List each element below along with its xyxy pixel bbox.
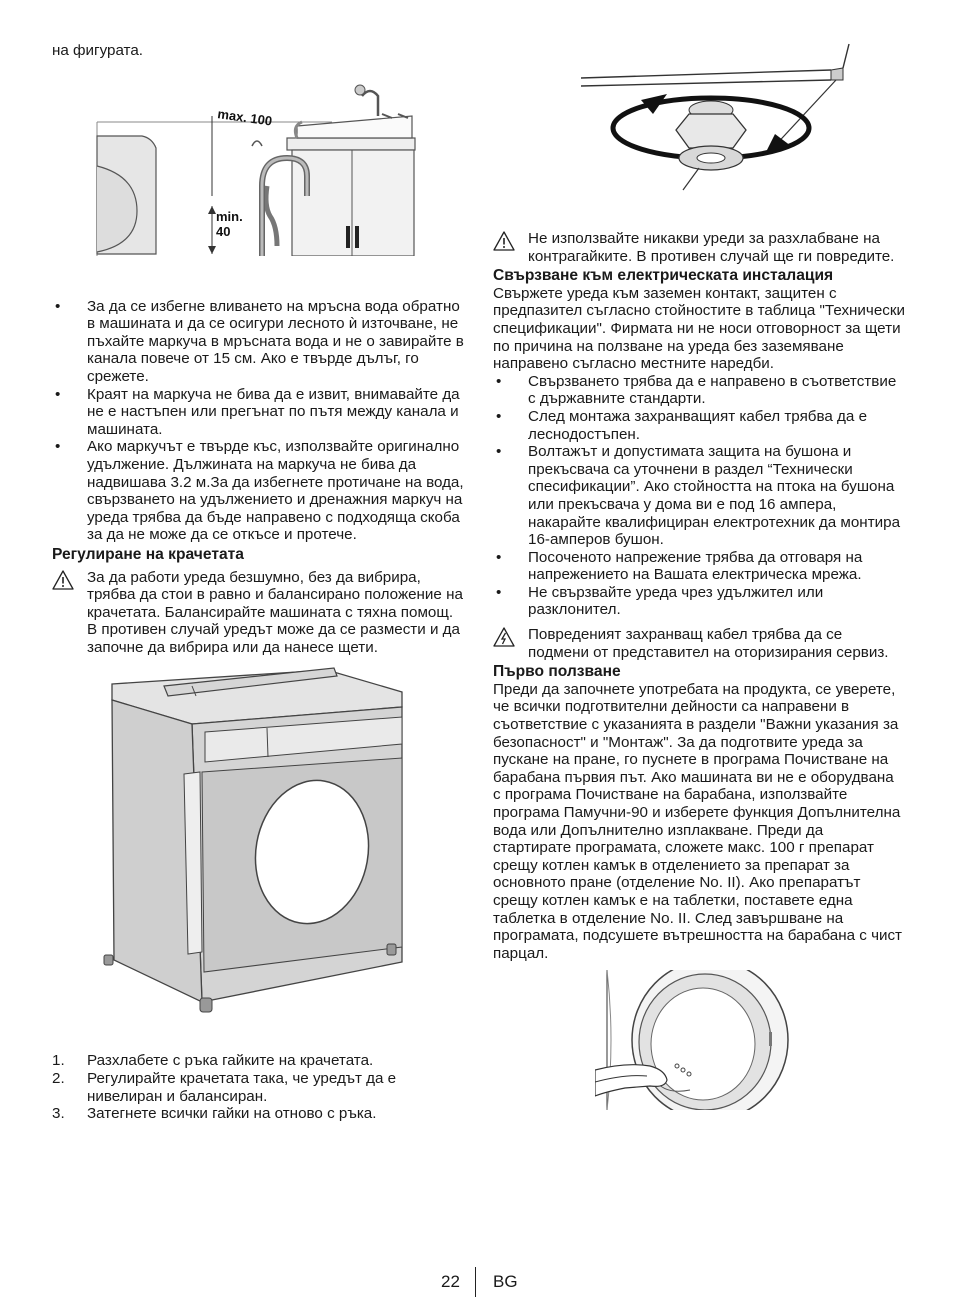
list-item: • За да се избегне вливането на мръсна вода обратно в машината и да се осигури лесното ѝ източване, не пъхайте маркуча в мръсната вода и не о завирайте в канала повече от 15 см. Ако е твърде дълъг, го срежете. xyxy=(52,298,466,386)
list-item: • Посоченото напрежение трябва да отговаря на напрежението на Вашата електрическа мрежа. xyxy=(493,549,905,584)
list-item xyxy=(52,1070,466,1105)
feet-steps xyxy=(52,1052,466,1122)
electric-hazard-icon xyxy=(493,627,515,647)
first-use-text: Преди да започнете употребата на продукта, се уверете, че всички подготвителни дейности са направени в съответствие с указанията в раздели "Важни указания за безопасност" и "Монтаж". За да подготвите уреда за пускане на пране, го пуснете в програма Почистване на барабана първия път. Ако машината ви не е оборудвана с програма Почистване на барабана, използвайте програма Памучни-90 и изберете функция Допълнителна вода или Допълнително изплакване. Преди да стартирате програмата, сложете макс. 100 г препарат срещу котлен камък в отделението за препарат за основното пране (отделение No. II). Ако препаратът срещу котлен камък е на таблетки, поставете една таблетка в отделение No. II. След завършване на програмата, подсушете вътрешността на барабана с чист парцал. xyxy=(493,680,903,962)
step-text: Регулирайте крачетата така, че уредът да е нивелиран и балансиран. xyxy=(87,1070,397,1105)
language-code: BG xyxy=(493,1272,518,1291)
tools-warning-text: Не използвайте никакви уреди за разхлабване на контрагайките. В противен случай ще ги повредите. xyxy=(528,230,895,265)
electrical-heading: Свързване към електрическата инсталация xyxy=(493,267,834,285)
tools-warning xyxy=(493,230,905,265)
list-item xyxy=(52,1105,466,1123)
step-text: Разхлабете с ръка гайките на крачетата. xyxy=(87,1052,374,1070)
feet-warning xyxy=(52,569,466,657)
first-use-heading: Първо ползване xyxy=(493,663,621,681)
drain-hose-figure xyxy=(52,66,466,256)
washing-machine-figure xyxy=(102,662,452,1040)
min-label: min. xyxy=(216,208,243,224)
drum-cleaning-figure xyxy=(595,970,795,1110)
cable-warning-text: Повреденият захранващ кабел трябва да се подмени от представител на оторизирания сервиз. xyxy=(528,626,889,661)
list-item: • Ако маркучът е твърде къс, използвайте оригинално удължение. Дължината на маркуча не бива да надвишава 3.2 м.За да избегнете протичане на вода, свързването на удължението и дренажния маркуч на уреда трябва да бъде направено с подходяща скоба за да не може да се откъсе и протече. xyxy=(52,438,466,544)
electrical-text: Свържете уреда към заземен контакт, защитен с предпазител съгласно стойностите в таблица "Технически спецификации". Фирмата ни не носи отговорност за щети по причина на ползване на уреда без заземяване направено съгласно местните наредби. xyxy=(493,284,905,373)
step-number: 2. xyxy=(52,1070,65,1088)
max-label: max. 100 xyxy=(216,105,274,129)
list-item: • Свързването трябва да е направено в съответствие с държавните стандарти. xyxy=(493,373,905,408)
feet-warning-text: За да работи уреда безшумно, без да вибрира, трябва да стои в равно и балансирано положение на крачетата. Балансирайте машината с тяхна помощ. В противен случай уредът може да се размести и да започне да вибрира или да нанесе щети. xyxy=(87,568,463,656)
drain-bullets xyxy=(52,298,466,544)
cable-warning xyxy=(493,626,905,661)
step-number: 1. xyxy=(52,1052,65,1070)
warning-icon xyxy=(52,570,74,590)
list-item: • След монтажа захранващият кабел трябва да е леснодостъпен. xyxy=(493,408,905,443)
list-item: • Волтажът и допустимата защита на бушона и прекъсвача са уточнени в раздел “Технически спесификации”. Ако стойността на птока на бушона или прекъсвача у дома ви е под 16 ампера, накарайте квалифициран електротехник да монтира 16-амперов бушон. xyxy=(493,443,905,549)
counter-nut-figure xyxy=(581,40,911,230)
list-item: • Не свързвайте уреда чрез удължител или разклонител. xyxy=(493,584,905,619)
feet-heading: Регулиране на крачетата xyxy=(52,545,244,563)
electrical-bullets xyxy=(493,373,905,619)
right-column xyxy=(493,0,905,1110)
step-text: Затегнете всички гайки на отново с ръка. xyxy=(87,1105,377,1123)
list-item xyxy=(52,1052,466,1070)
footer-divider xyxy=(475,1267,476,1297)
intro-text: на фигурата. xyxy=(52,42,144,59)
min-value-label: 40 xyxy=(216,223,231,239)
left-column xyxy=(52,42,466,1123)
page-number: 22 xyxy=(441,1272,460,1291)
warning-icon xyxy=(493,231,515,251)
step-number: 3. xyxy=(52,1105,65,1123)
list-item: • Краят на маркуча не бива да е извит, внимавайте да не е настъпен или прегънат по пътя между канала и машината. xyxy=(52,386,466,439)
